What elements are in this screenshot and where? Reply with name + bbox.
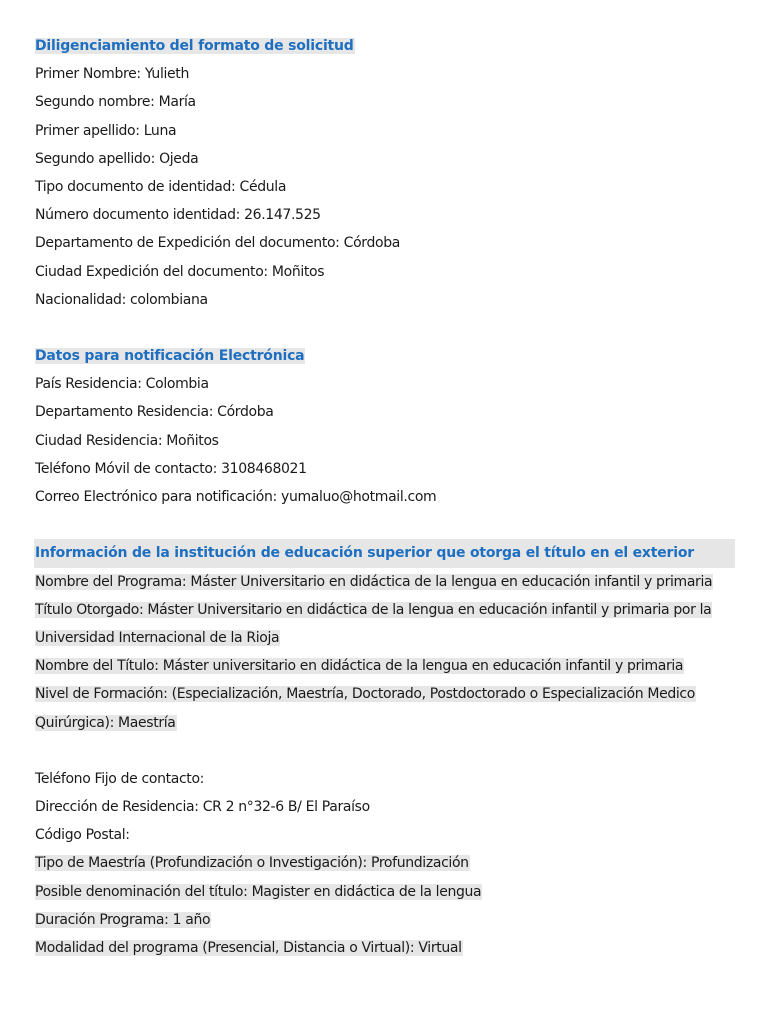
field-nacionalidad: Nacionalidad: colombiana <box>35 291 208 308</box>
document-page <box>35 32 735 962</box>
field-segundo-apellido: Segundo apellido: Ojeda <box>35 150 199 167</box>
field-text: Universidad Internacional de la Rioja <box>35 629 280 646</box>
section-heading-notificacion <box>35 342 735 370</box>
field-denominacion-titulo <box>35 878 735 906</box>
field-text: Posible denominación del título: Magister en didáctica de la lengua <box>35 883 482 900</box>
heading-text: Información de la institución de educación superior que otorga el título en el exterior <box>34 539 735 567</box>
blank-line <box>35 511 735 539</box>
field-ciudad-residencia: Ciudad Residencia: Moñitos <box>35 432 219 449</box>
field-departamento-expedicion: Departamento de Expedición del documento: Córdoba <box>35 235 400 252</box>
field-telefono-fijo: Teléfono Fijo de contacto: <box>35 770 205 787</box>
field-titulo-otorgado <box>35 596 735 624</box>
section-heading-solicitud <box>35 32 735 60</box>
field-primer-apellido: Primer apellido: Luna <box>35 122 177 139</box>
field-correo-electronico: Correo Electrónico para notificación: yumaluo@hotmail.com <box>35 489 437 505</box>
field-text: Nombre del Título: Máster universitario en didáctica de la lengua en educación infantil y primaria <box>35 658 684 675</box>
section-heading-institucion <box>35 539 735 567</box>
field-direccion-residencia: Dirección de Residencia: CR 2 n°32-6 B/ El Paraíso <box>35 799 370 816</box>
field-telefono-movil: Teléfono Móvil de contacto: 3108468021 <box>35 460 307 477</box>
field-tipo-maestria <box>35 849 735 877</box>
field-nivel-formacion <box>35 680 735 708</box>
blank-line <box>35 737 735 765</box>
field-modalidad-programa <box>35 934 735 962</box>
field-nombre-titulo <box>35 652 735 680</box>
field-departamento-residencia: Departamento Residencia: Córdoba <box>35 404 274 421</box>
field-duracion-programa <box>35 906 735 934</box>
field-titulo-otorgado-cont <box>35 624 735 652</box>
field-text: Nivel de Formación: (Especialización, Maestría, Doctorado, Postdoctorado o Especialización Medico <box>35 686 695 703</box>
heading-text: Diligenciamiento del formato de solicitud <box>35 38 354 54</box>
field-codigo-postal: Código Postal: <box>35 827 130 844</box>
field-segundo-nombre: Segundo nombre: María <box>35 94 196 111</box>
field-text: Tipo de Maestría (Profundización o Investigación): Profundización <box>35 855 469 872</box>
blank-line <box>35 314 735 342</box>
field-text: Título Otorgado: Máster Universitario en didáctica de la lengua en educación infantil y primaria por la <box>35 601 712 618</box>
heading-text: Datos para notificación Electrónica <box>35 348 305 365</box>
field-nivel-formacion-cont <box>35 709 735 737</box>
field-pais-residencia: País Residencia: Colombia <box>35 376 209 393</box>
field-primer-nombre: Primer Nombre: Yulieth <box>35 66 189 83</box>
field-text: Duración Programa: 1 año <box>35 911 211 928</box>
field-text: Quirúrgica): Maestría <box>35 714 176 731</box>
field-nombre-programa <box>35 568 735 596</box>
field-ciudad-expedicion: Ciudad Expedición del documento: Moñitos <box>35 263 325 280</box>
field-text: Modalidad del programa (Presencial, Distancia o Virtual): Virtual <box>35 940 462 956</box>
field-tipo-documento: Tipo documento de identidad: Cédula <box>35 178 287 195</box>
field-numero-documento: Número documento identidad: 26.147.525 <box>35 207 321 224</box>
field-text: Nombre del Programa: Máster Universitario en didáctica de la lengua en educación infantil y primaria <box>35 573 713 590</box>
